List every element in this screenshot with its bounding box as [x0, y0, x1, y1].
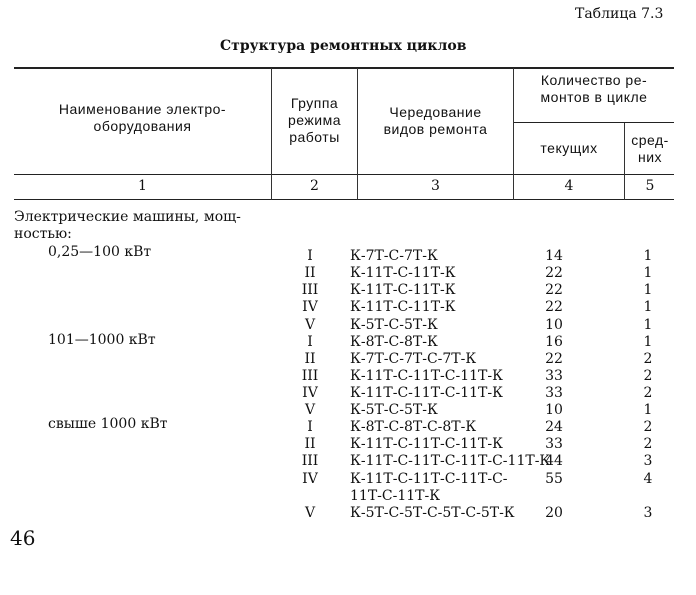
repair-sequence-cont: 11Т-С-11Т-К [350, 488, 441, 504]
current-repairs: 22 [545, 351, 563, 367]
repair-sequence: К-11Т-С-11Т-К [350, 299, 456, 315]
medium-repairs: 1 [643, 317, 653, 333]
repair-sequence: К-11Т-С-11Т-С-11Т-С- [350, 471, 508, 487]
medium-repairs: 2 [643, 385, 653, 401]
power-group-label: 0,25—100 кВт [48, 244, 152, 260]
medium-repairs: 2 [643, 351, 653, 367]
repair-sequence: К-11Т-С-11Т-С-11Т-К [350, 436, 503, 452]
current-repairs: 10 [545, 317, 563, 333]
subheader-rule [513, 122, 674, 123]
repair-sequence: К-5Т-С-5Т-К [350, 317, 438, 333]
table-label: Таблица 7.3 [575, 6, 664, 22]
top-rule [14, 67, 674, 69]
column-number-1: 1 [138, 178, 147, 194]
header-operating-group: Группа режима работы [287, 95, 341, 145]
header-bottom-rule [14, 174, 674, 175]
medium-repairs: 3 [643, 505, 653, 521]
section-heading: Электрические машины, мощ- [14, 209, 241, 225]
repair-sequence: К-5Т-С-5Т-К [350, 402, 438, 418]
current-repairs: 16 [545, 334, 563, 350]
column-number-4: 4 [564, 178, 574, 194]
medium-repairs: 2 [643, 436, 653, 452]
repair-sequence: К-11Т-С-11Т-С-11Т-К [350, 368, 503, 384]
medium-repairs: 3 [643, 453, 653, 469]
current-repairs: 14 [545, 248, 563, 264]
repair-sequence: К-8Т-С-8Т-С-8Т-К [350, 419, 477, 435]
header-equipment-name: Наименование электро- оборудования [58, 101, 227, 134]
current-repairs: 44 [545, 453, 563, 469]
section-heading-cont: ностью: [14, 226, 72, 242]
repair-sequence: К-11Т-С-11Т-К [350, 265, 456, 281]
medium-repairs: 1 [643, 402, 653, 418]
operating-group: IV [302, 299, 318, 315]
numbers-bottom-rule [14, 199, 674, 200]
operating-group: III [301, 368, 319, 384]
operating-group: V [304, 402, 316, 418]
operating-group: II [304, 265, 316, 281]
repair-sequence: К-8Т-С-8Т-К [350, 334, 438, 350]
medium-repairs: 1 [643, 248, 653, 264]
operating-group: I [307, 248, 313, 264]
current-repairs: 24 [545, 419, 563, 435]
medium-repairs: 1 [643, 282, 653, 298]
repair-sequence: К-7Т-С-7Т-С-7Т-К [350, 351, 477, 367]
operating-group: V [304, 505, 316, 521]
current-repairs: 33 [545, 436, 563, 452]
operating-group: II [304, 436, 316, 452]
current-repairs: 22 [545, 265, 563, 281]
repair-sequence: К-11Т-С-11Т-С-11Т-С-11Т-К [350, 453, 551, 469]
header-repairs-count: Количество ре- монтов в цикле [540, 72, 648, 105]
column-number-3: 3 [431, 178, 440, 194]
current-repairs: 33 [545, 368, 563, 384]
column-number-5: 5 [645, 178, 655, 194]
header-current-repairs: текущих [540, 140, 598, 156]
current-repairs: 22 [545, 299, 563, 315]
power-group-label: свыше 1000 кВт [48, 416, 168, 432]
repair-sequence: К-5Т-С-5Т-С-5Т-С-5Т-К [350, 505, 515, 521]
operating-group: I [307, 419, 313, 435]
operating-group: I [307, 334, 313, 350]
header-repair-sequence: Чередование видов ремонта [383, 104, 488, 137]
current-repairs: 20 [545, 505, 563, 521]
repair-sequence: К-7Т-С-7Т-К [350, 248, 438, 264]
column-number-2: 2 [310, 178, 319, 194]
operating-group: III [301, 282, 319, 298]
current-repairs: 10 [545, 402, 563, 418]
page-number: 46 [10, 526, 36, 550]
operating-group: V [304, 317, 316, 333]
medium-repairs: 1 [643, 334, 653, 350]
current-repairs: 22 [545, 282, 563, 298]
repair-sequence: К-11Т-С-11Т-С-11Т-К [350, 385, 503, 401]
operating-group: III [301, 453, 319, 469]
header-medium-repairs: сред- них [631, 132, 669, 165]
operating-group: II [304, 351, 316, 367]
medium-repairs: 2 [643, 419, 653, 435]
medium-repairs: 1 [643, 299, 653, 315]
operating-group: IV [302, 385, 318, 401]
power-group-label: 101—1000 кВт [48, 332, 156, 348]
medium-repairs: 1 [643, 265, 653, 281]
operating-group: IV [302, 471, 318, 487]
table-title: Структура ремонтных циклов [220, 38, 467, 54]
current-repairs: 55 [545, 471, 563, 487]
current-repairs: 33 [545, 385, 563, 401]
repair-sequence: К-11Т-С-11Т-К [350, 282, 456, 298]
medium-repairs: 2 [643, 368, 653, 384]
medium-repairs: 4 [643, 471, 653, 487]
